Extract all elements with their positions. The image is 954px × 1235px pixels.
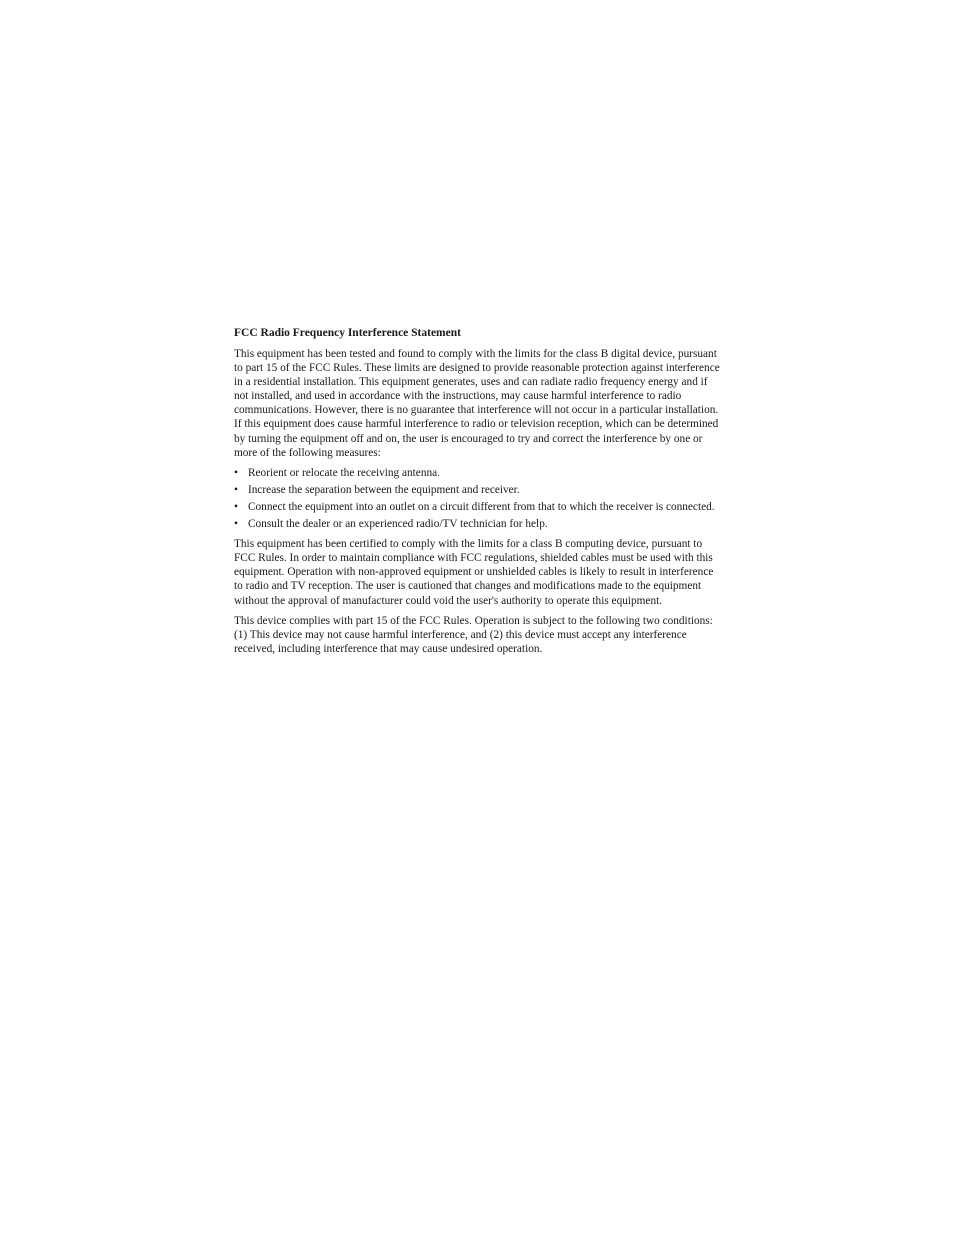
measures-list xyxy=(234,466,720,531)
bullet-icon: • xyxy=(234,466,238,479)
list-item-text: Increase the separation between the equipment and receiver. xyxy=(248,483,520,496)
list-item xyxy=(234,483,720,497)
paragraph-part15-conditions: This device complies with part 15 of the FCC Rules. Operation is subject to the following two conditions: (1) This device may not cause harmful interference, and (2) this device must accept any interference received, including interference that may cause undesired operation. xyxy=(234,614,713,655)
paragraph-certification: This equipment has been certified to comply with the limits for a class B computing device, pursuant to FCC Rules. In order to maintain compliance with FCC regulations, shielded cables must be used with this equipment. Operation with non-approved equipment or unshielded cables is likely to result in interference to radio and TV reception. The user is cautioned that changes and modifications made to the equipment without the approval of manufacturer could void the user's authority to operate this equipment. xyxy=(234,538,714,607)
list-item xyxy=(234,517,720,531)
list-item xyxy=(234,466,720,480)
section-heading: FCC Radio Frequency Interference Statement xyxy=(234,327,461,339)
bullet-icon: • xyxy=(234,483,238,496)
list-item-text: Reorient or relocate the receiving antenna. xyxy=(248,466,440,479)
bullet-icon: • xyxy=(234,518,238,531)
list-item-text: Connect the equipment into an outlet on a circuit different from that to which the receiver is connected. xyxy=(248,500,715,513)
list-item-text: Consult the dealer or an experienced radio/TV technician for help. xyxy=(248,518,548,531)
document-page xyxy=(234,326,720,662)
list-item xyxy=(234,500,720,514)
bullet-icon: • xyxy=(234,500,238,513)
paragraph-test-compliance: This equipment has been tested and found to comply with the limits for the class B digital device, pursuant to part 15 of the FCC Rules. These limits are designed to provide reasonable protection against interference in a residential installation. This equipment generates, uses and can radiate radio frequency energy and if not installed, and used in accordance with the instructions, may cause harmful interference to radio communications. However, there is no guarantee that interference will not occur in a particular installation. If this equipment does cause harmful interference to radio or television reception, which can be determined by turning the equipment off and on, the user is encouraged to try and correct the interference by one or more of the following measures: xyxy=(234,348,720,459)
